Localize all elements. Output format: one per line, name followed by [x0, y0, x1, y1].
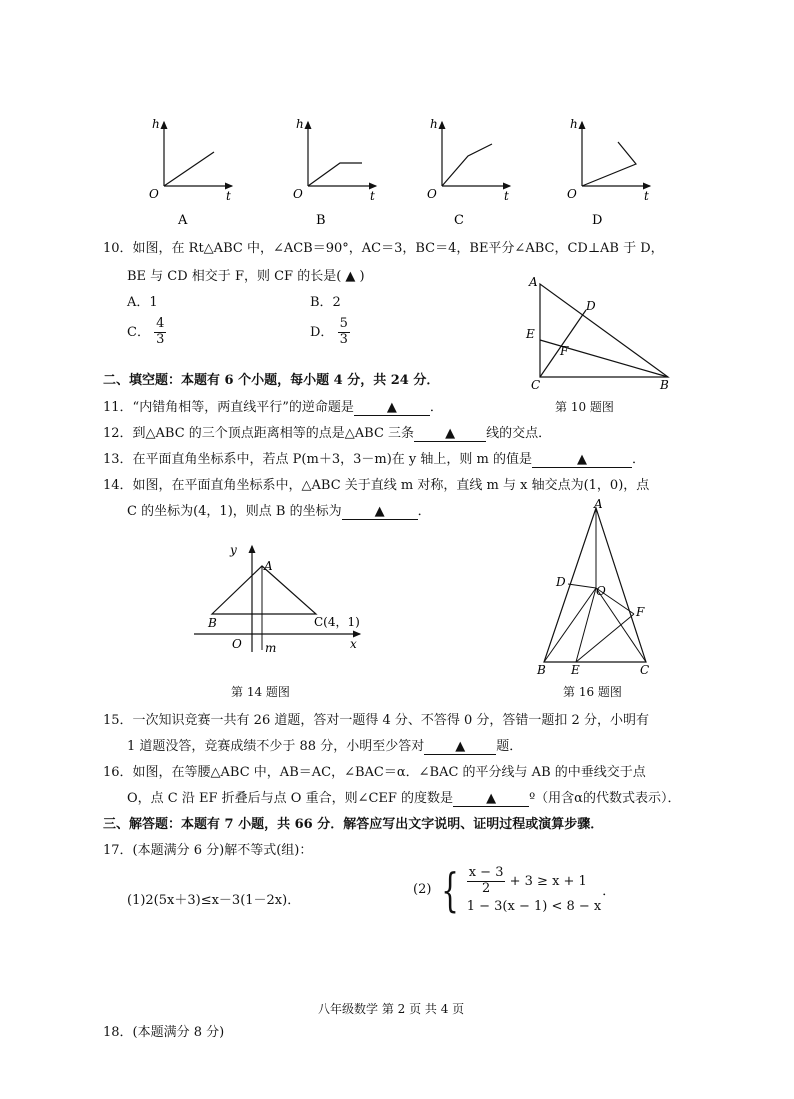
- graph-b-label: B: [316, 213, 326, 228]
- q10-line2: BE 与 CD 相交于 F，则 CF 的长是( ▲ ): [127, 269, 365, 284]
- graph-d: [567, 117, 650, 228]
- q16-fig-o: O: [596, 584, 606, 598]
- q15-end: 题．: [496, 739, 523, 754]
- q16-fig-f: F: [636, 605, 645, 619]
- q10-caption: 第 10 题图: [555, 400, 614, 414]
- q13-end: ．: [631, 452, 645, 467]
- q15-line2: [127, 735, 522, 755]
- q10-fig-b: B: [660, 378, 669, 392]
- q15-line1: 15．一次知识竞赛一共有 26 道题，答对一题得 4 分、不答得 0 分，答错一题扣 2 分，小明有: [103, 713, 649, 728]
- q14-blank: ▲: [342, 504, 418, 520]
- q10-fig-e: E: [526, 327, 535, 341]
- q16-caption: 第 16 题图: [563, 685, 622, 699]
- q14-caption: 第 14 题图: [231, 685, 290, 699]
- graph-a-o: O: [149, 187, 159, 201]
- q14-line2-prefix: C 的坐标为(4，1)，则点 B 的坐标为: [127, 504, 342, 519]
- q10-option-c-fraction: [154, 317, 166, 348]
- q17-part2-label: (2): [413, 882, 432, 898]
- q10-option-d-den: 3: [339, 331, 348, 347]
- graph-b: [293, 117, 376, 228]
- q12: [103, 422, 551, 442]
- q16-figure: [528, 498, 668, 678]
- q11: [103, 396, 443, 416]
- q16-fig-d: D: [556, 575, 566, 589]
- q13-blank: ▲: [532, 452, 632, 468]
- graph-d-h: h: [570, 117, 578, 131]
- q18-title: 18．(本题满分 8 分): [103, 1025, 225, 1040]
- q12-text: 12．到△ABC 的三个顶点距离相等的点是△ABC 三条: [103, 426, 415, 441]
- graph-a-t: t: [226, 189, 231, 203]
- q14-fig-b: B: [208, 616, 217, 630]
- q14-fig-c: C(4，1): [314, 615, 360, 629]
- q13-text: 13．在平面直角坐标系中，若点 P(m＋3，3－m)在 y 轴上，则 m 的值是: [103, 452, 532, 467]
- graph-d-t: t: [644, 189, 649, 203]
- graph-c-label: C: [454, 213, 464, 228]
- graph-d-label: D: [592, 213, 603, 228]
- q16-line2-prefix: O，点 C 沿 EF 折叠后与点 O 重合，则∠CEF 的度数是: [127, 791, 454, 806]
- q17-part1: (1)2(5x＋3)≤x－3(1－2x)．: [127, 893, 301, 908]
- q15-blank: ▲: [424, 739, 496, 755]
- q16-end: º（用含α的代数式表示）．: [529, 791, 681, 806]
- q16-line1: 16．如图，在等腰△ABC 中，AB＝AC，∠BAC＝α．∠BAC 的平分线与 AB 的中垂线交于点: [103, 765, 646, 780]
- q12-end: 线的交点．: [486, 426, 552, 441]
- q10-option-c-prefix: C．: [127, 324, 150, 340]
- q16-fig-b: B: [537, 663, 546, 677]
- q17-part2-end: ．: [602, 884, 616, 900]
- q14-fig-o: O: [232, 637, 242, 651]
- q10-option-c-num: 4: [156, 316, 165, 331]
- graph-c-o: O: [427, 187, 437, 201]
- q14-fig-m: m: [265, 641, 277, 655]
- q17-title: 17．(本题满分 6 分)解不等式(组)：: [103, 843, 313, 858]
- q12-blank: ▲: [414, 426, 486, 442]
- q14-end: ．: [417, 504, 431, 519]
- graph-b-h: h: [296, 117, 304, 131]
- graph-b-t: t: [370, 189, 375, 203]
- q10-option-a: A．1: [127, 295, 158, 310]
- q10-option-c-den: 3: [156, 331, 165, 347]
- q17-part2-fraction: [467, 866, 506, 897]
- q11-end: ．: [429, 400, 443, 415]
- graph-b-o: O: [293, 187, 303, 201]
- q14-fig-a: A: [264, 559, 273, 573]
- q13: [103, 448, 645, 468]
- q16-fig-c: C: [640, 663, 650, 677]
- q10-option-d-prefix: D．: [310, 324, 334, 340]
- q16-blank: ▲: [453, 791, 529, 807]
- q10-fig-a: A: [529, 275, 538, 289]
- q10-fig-d: D: [586, 299, 596, 313]
- q14-figure: [190, 538, 370, 658]
- graph-a: [149, 117, 232, 228]
- q17-part2-den: 2: [481, 880, 491, 896]
- graph-a-h: h: [152, 117, 160, 131]
- q10-option-c: [127, 317, 166, 348]
- q10-line1: 10．如图，在 Rt△ABC 中，∠ACB＝90°，AC＝3，BC＝4，BE平分∠ABC，CD⊥AB 于 D，: [103, 241, 664, 256]
- q14-line2: [127, 500, 431, 520]
- page-footer: 八年级数学 第 2 页 共 4 页: [318, 1002, 465, 1016]
- q17-system: [412, 862, 616, 917]
- q15-line2-prefix: 1 道题没答，竞赛成绩不少于 88 分，小明至少答对: [127, 739, 425, 754]
- q16-fig-a: A: [594, 498, 603, 511]
- q17-part2-rest: + 3 ≥ x + 1: [509, 873, 587, 889]
- q10-option-d-fraction: [338, 317, 350, 348]
- q16-line2: [127, 787, 680, 807]
- q11-blank: ▲: [354, 400, 430, 416]
- q10-option-d-num: 5: [339, 316, 348, 331]
- q17-part2: [412, 862, 616, 917]
- graph-c-t: t: [504, 189, 509, 203]
- q9-graphs: [130, 112, 670, 232]
- q17-part2-num: x − 3: [468, 865, 504, 880]
- q14-fig-y: y: [230, 543, 237, 557]
- q10-fig-c: C: [531, 378, 541, 392]
- q10-option-b: B．2: [310, 295, 341, 310]
- graph-a-label: A: [178, 213, 188, 228]
- q14-line1: 14．如图，在平面直角坐标系中，△ABC 关于直线 m 对称，直线 m 与 x 轴交点为(1，0)，点: [103, 478, 650, 493]
- q17-part2-line2: 1 − 3(x − 1) < 8 − x: [466, 898, 602, 914]
- graph-d-o: O: [567, 187, 577, 201]
- section2-heading: 二、填空题：本题有 6 个小题，每小题 4 分，共 24 分．: [103, 373, 440, 388]
- section3-heading: 三、解答题：本题有 7 小题，共 66 分．解答应写出文字说明、证明过程或演算步骤．: [103, 817, 604, 832]
- q10-figure: [520, 272, 690, 392]
- q10-fig-f: F: [560, 344, 569, 358]
- q16-fig-e: E: [571, 663, 580, 677]
- graph-c-h: h: [430, 117, 438, 131]
- q11-text: 11．“内错角相等，两直线平行”的逆命题是: [103, 400, 354, 415]
- graph-c: [427, 117, 510, 228]
- q10-option-d: [310, 317, 350, 348]
- q14-fig-x: x: [350, 637, 357, 651]
- q17-brace: {: [441, 862, 460, 917]
